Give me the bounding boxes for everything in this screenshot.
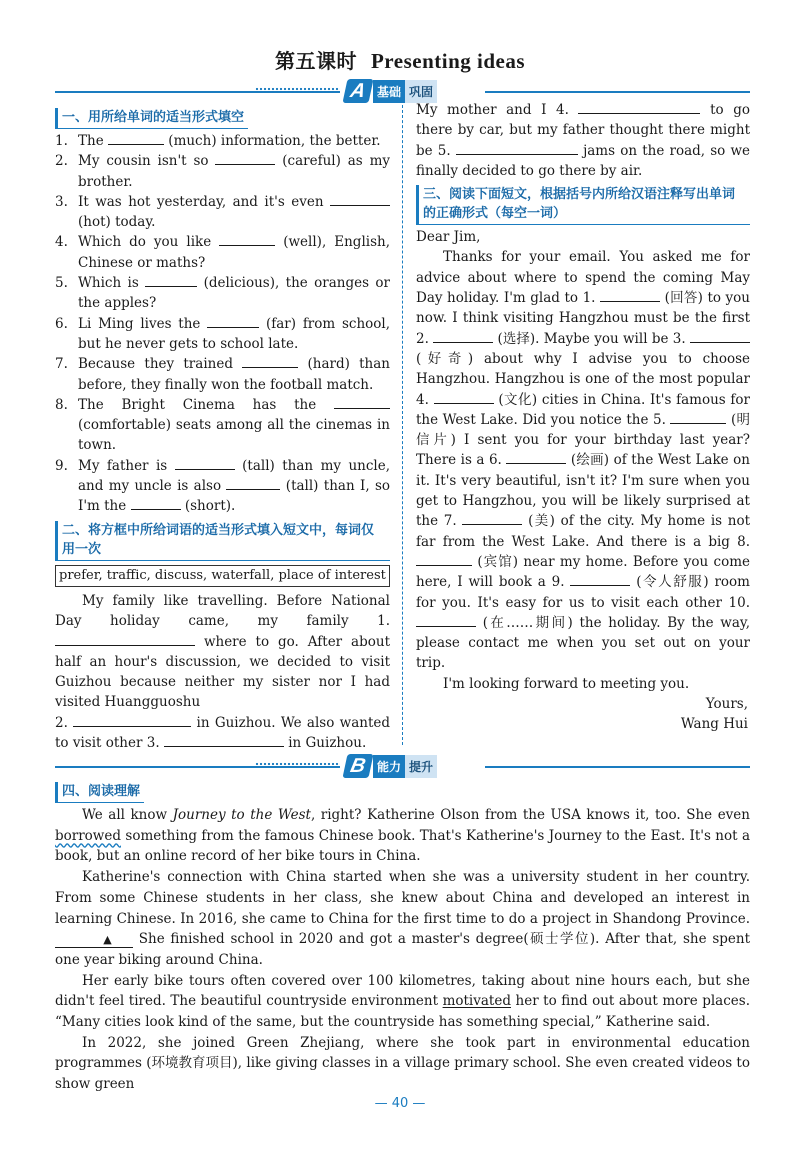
- answer-blank[interactable]: [334, 395, 390, 409]
- title-chinese: 第五课时: [274, 49, 357, 73]
- exercise-item: 3. It was hot yesterday, and it's even (hot) today.: [55, 192, 390, 233]
- title-english: Presenting ideas: [370, 49, 526, 73]
- answer-blank[interactable]: [55, 632, 195, 646]
- answer-blank[interactable]: [570, 572, 630, 586]
- answer-blank[interactable]: [73, 713, 191, 727]
- letter-sign-yours: Yours,: [705, 696, 748, 713]
- answer-blank[interactable]: [108, 131, 164, 145]
- answer-blank[interactable]: [219, 232, 275, 246]
- answer-blank[interactable]: [164, 733, 284, 747]
- band-b-badge: B 能力 提升: [345, 755, 437, 777]
- page-number: — 40 —: [374, 1096, 426, 1111]
- answer-blank[interactable]: [600, 288, 660, 302]
- section-2-heading: 二、将方框中所给词语的适当形式填入短文中，每词仅用一次: [55, 521, 390, 561]
- page-title: [0, 45, 800, 74]
- answer-blank[interactable]: [433, 329, 493, 343]
- book-title: Journey to the West: [172, 807, 311, 823]
- letter-body: Thanks for your email. You asked me for advice about where to spend the coming May Day holiday. I'm glad to 1. (回答) to you now. I think visiting Hangzhou must be the first 2. (选择). Maybe you will be 3. (好奇) about why I advise you to choose Hangzhou. Hangzhou is one of the most popular 4. (文化) cities in China. It's famous for the West Lake. Did you notice the 5. (明信片) I sent you for your birthday last year? There is a 6. (绘画) of the West Lake on it. It's very beautiful, isn't it? I'm sure when you get to Hangzhou, you will be likely surprised at the 7. (美) of the city. My home is not far from the West Lake. And there is a big 8. (宾馆) near my home. Before you come here, I will book a 9. (令人舒服) room for you. It's easy for us to visit each other 10. (在……期间) the holiday. By the way, please contact me when you set out on your trip.: [416, 249, 751, 672]
- answer-blank[interactable]: [207, 314, 259, 328]
- answer-blank[interactable]: [226, 476, 280, 490]
- letter-sign-name: Wang Hui: [680, 716, 748, 733]
- underlined-word-borrowed: borrowed: [55, 827, 121, 844]
- reading-section: [55, 780, 750, 1095]
- exercise-item: 9. My father is (tall) than my uncle, and my uncle is also (tall) than I, so I'm the (short).: [55, 457, 391, 515]
- answer-blank[interactable]: [690, 329, 750, 343]
- band-a-badge: A 基础 巩固: [345, 80, 437, 102]
- answer-blank[interactable]: [416, 552, 472, 566]
- answer-blank[interactable]: [145, 273, 197, 287]
- exercise-item: 2. My cousin isn't so (careful) as my brother.: [55, 153, 390, 190]
- answer-blank[interactable]: [242, 354, 298, 368]
- reading-paragraph: Katherine's connection with China started when she was a university student in her country. From some Chinese students in her class, she knew about China and developed an interest in learning Chinese. In 2016, she came to China for the first time to do a project in Shandong Province. ▲ She finished school in 2020 and got a master's degree(硕士学位). After that, she spent one year biking around China.: [55, 869, 750, 968]
- passage-paragraph: 2. in Guizhou. We also wanted to visit other 3. in Guizhou.: [55, 714, 391, 752]
- answer-blank[interactable]: [434, 390, 494, 404]
- section-4-heading: 四、阅读理解: [55, 782, 144, 803]
- right-column: [416, 100, 750, 735]
- answer-blank[interactable]: [131, 496, 181, 510]
- answer-blank[interactable]: [578, 100, 700, 114]
- band-b-letter: B: [342, 754, 373, 778]
- passage-paragraph: My family like travelling. Before National Day holiday came, my family 1. where to go. After about half an hour's discussion, we decided to visit Guizhou because neither my sister nor I had visited Huangguoshu: [55, 592, 390, 711]
- letter-greeting: Dear Jim,: [416, 229, 481, 246]
- section-3-heading: 三、阅读下面短文，根据括号内所给汉语注释写出单词的正确形式（每空一词）: [416, 185, 750, 225]
- exercise-item: 7. Because they trained (hard) than before, they finally won the football match.: [55, 356, 390, 393]
- left-column: [55, 106, 390, 753]
- answer-blank[interactable]: [175, 456, 235, 470]
- section-band-a: [55, 80, 750, 102]
- missing-sentence-blank[interactable]: ▲: [55, 933, 133, 948]
- answer-blank[interactable]: [330, 192, 390, 206]
- exercise-item: 6. Li Ming lives the (far) from school, but he never gets to school late.: [55, 315, 391, 352]
- exercise-item: 4. Which do you like (well), English, Chinese or maths?: [55, 234, 390, 271]
- reading-paragraph: In 2022, she joined Green Zhejiang, where she took part in environmental education programmes (环境教育项目), like giving classes in a village primary school. She even created videos to show green: [55, 1034, 750, 1093]
- underlined-word-motivated: motivated: [442, 993, 511, 1010]
- answer-blank[interactable]: [462, 511, 522, 525]
- word-box: prefer, traffic, discuss, waterfall, place of interest: [55, 565, 390, 587]
- passage-paragraph: My mother and I 4. to go there by car, but my father thought there might be 5. jams on the road, so we finally decided to go there by air.: [416, 102, 751, 179]
- section-1-heading: 一、用所给单词的适当形式填空: [55, 108, 248, 129]
- answer-blank[interactable]: [670, 410, 726, 424]
- reading-paragraph: Her early bike tours often covered over 100 kilometres, taking about nine hours each, but she didn't feel tired. The beautiful countryside environment motivated her to find out about more places. “Many cities look kind of the same, but the countryside has something special,” Katherine said.: [55, 972, 750, 1031]
- answer-blank[interactable]: [506, 450, 566, 464]
- answer-blank[interactable]: [416, 613, 476, 627]
- letter-closing: I'm looking forward to meeting you.: [443, 675, 690, 692]
- band-a-letter: A: [342, 79, 373, 103]
- answer-blank[interactable]: [215, 151, 275, 165]
- reading-paragraph: We all know Journey to the West, right? Katherine Olson from the USA knows it, too. She even borrowed something from the famous Chinese book. That's Katherine's Journey to the East. It's not a book, but an online record of her bike tours in China.: [55, 807, 750, 865]
- exercise-item: 1. The (much) information, the better.: [55, 133, 381, 149]
- answer-blank[interactable]: [456, 141, 578, 155]
- section-band-b: [55, 755, 750, 777]
- exercise-item: 8. The Bright Cinema has the (comfortable) seats among all the cinemas in town.: [55, 396, 390, 454]
- column-divider: [402, 100, 403, 745]
- exercise-item: 5. Which is (delicious), the oranges or the apples?: [55, 275, 391, 312]
